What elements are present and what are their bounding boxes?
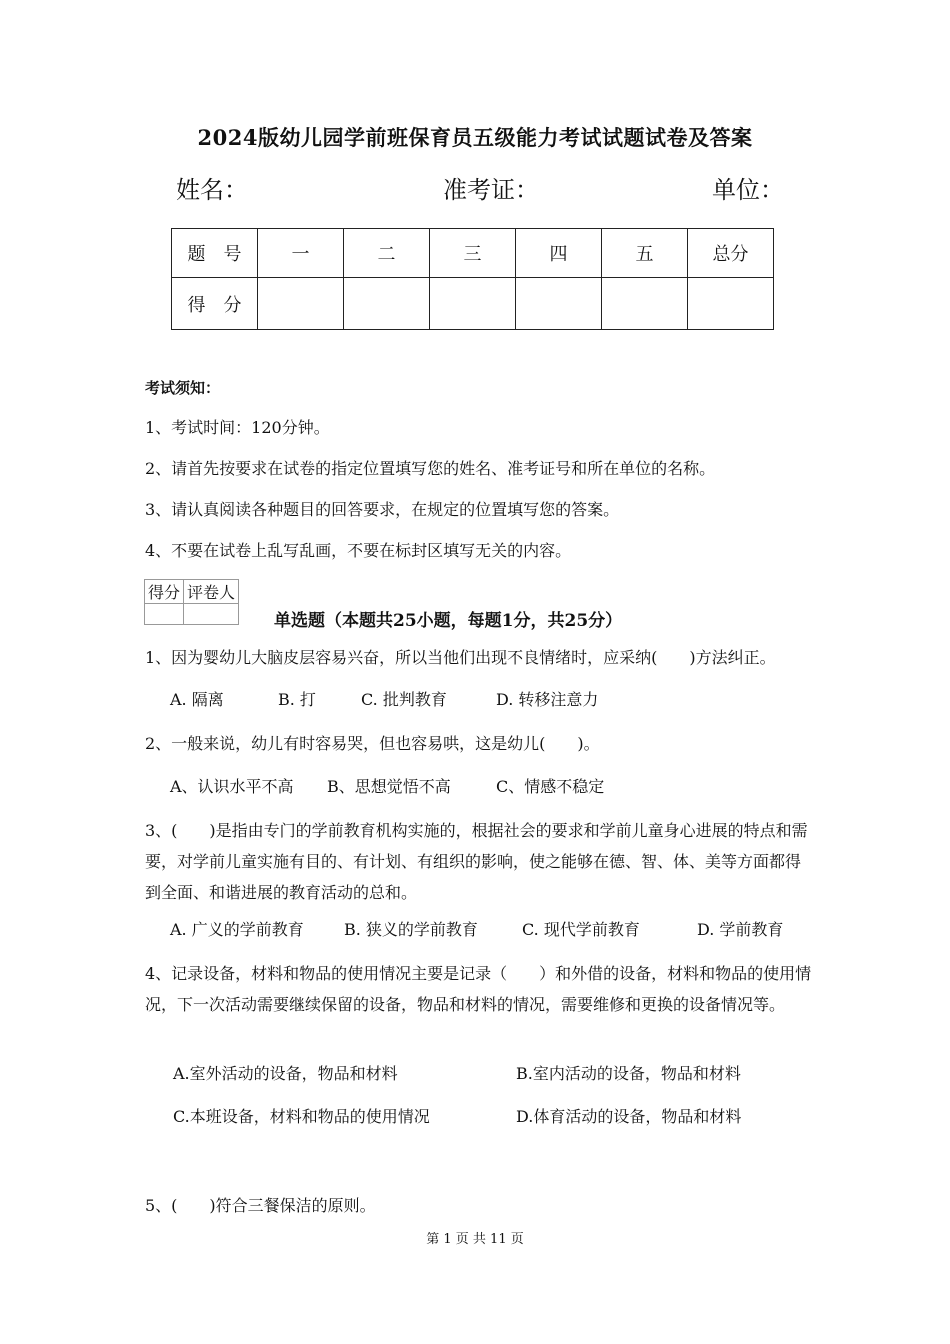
option-a[interactable]: A、认识水平不高: [170, 777, 294, 796]
option-a[interactable]: A. 广义的学前教育: [170, 920, 304, 939]
grader-reviewer-label: 评卷人: [184, 580, 239, 604]
score-table-header-row: [172, 229, 774, 278]
grader-score-cell[interactable]: [145, 604, 184, 625]
option-b[interactable]: B.室内活动的设备，物品和材料: [516, 1064, 741, 1083]
name-field-label: 姓名：: [176, 176, 248, 204]
question-text: 5、( )符合三餐保洁的原则。: [145, 1196, 376, 1215]
score-cell[interactable]: [516, 278, 602, 330]
option-d[interactable]: D. 转移注意力: [496, 690, 599, 709]
score-header-cell: 题 号: [172, 229, 258, 278]
notice-item: 1、考试时间：120分钟。: [145, 418, 330, 437]
notice-heading: 考试须知：: [145, 379, 221, 397]
option-d[interactable]: D. 学前教育: [697, 920, 784, 939]
question-text: 4、记录设备，材料和物品的使用情况主要是记录（ ）和外借的设备，材料和物品的使用情况，下一次活动需要继续保留的设备，物品和材料的情况，需要维修和更换的设备情况等。: [145, 964, 812, 1014]
score-header-cell: 总分: [688, 229, 774, 278]
question-text: 2、一般来说，幼儿有时容易哭，但也容易哄，这是幼儿( )。: [145, 734, 600, 753]
option-c[interactable]: C、情感不稳定: [496, 777, 605, 796]
score-header-cell: 五: [602, 229, 688, 278]
score-cell[interactable]: [688, 278, 774, 330]
option-c[interactable]: C. 现代学前教育: [522, 920, 640, 939]
score-table-score-row: [172, 278, 774, 330]
unit-field-label: 单位：: [712, 176, 784, 204]
option-b[interactable]: B. 狭义的学前教育: [344, 920, 478, 939]
score-header-cell: 三: [430, 229, 516, 278]
score-header-cell: 一: [258, 229, 344, 278]
option-c[interactable]: C.本班设备，材料和物品的使用情况: [173, 1107, 430, 1126]
notice-item: 4、不要在试卷上乱写乱画，不要在标封区填写无关的内容。: [145, 541, 572, 560]
ticket-field-label: 准考证：: [443, 176, 539, 204]
question-text: 1、因为婴幼儿大脑皮层容易兴奋，所以当他们出现不良情绪时，应采纳( )方法纠正。: [145, 648, 776, 667]
score-cell[interactable]: [602, 278, 688, 330]
page-footer: 第 1 页 共 11 页: [426, 1232, 524, 1247]
score-header-cell: 四: [516, 229, 602, 278]
score-cell[interactable]: [344, 278, 430, 330]
option-b[interactable]: B、思想觉悟不高: [327, 777, 451, 796]
option-c[interactable]: C. 批判教育: [361, 690, 447, 709]
score-cell[interactable]: [430, 278, 516, 330]
score-row-label: 得 分: [172, 278, 258, 330]
option-a[interactable]: A. 隔离: [170, 690, 224, 709]
notice-item: 2、请首先按要求在试卷的指定位置填写您的姓名、准考证号和所在单位的名称。: [145, 459, 716, 478]
score-cell[interactable]: [258, 278, 344, 330]
option-b[interactable]: B. 打: [278, 690, 316, 709]
score-table: [171, 228, 774, 330]
notice-item: 3、请认真阅读各种题目的回答要求，在规定的位置填写您的答案。: [145, 500, 620, 519]
grader-table: [144, 579, 239, 625]
grader-reviewer-cell[interactable]: [184, 604, 239, 625]
score-header-cell: 二: [344, 229, 430, 278]
option-a[interactable]: A.室外活动的设备，物品和材料: [173, 1064, 398, 1083]
question-text: 3、( )是指由专门的学前教育机构实施的，根据社会的要求和学前儿童身心进展的特点和需要，对学前儿童实施有目的、有计划、有组织的影响，使之能够在德、智、体、美等方面都得到全面、和谐进展的教育活动的总和。: [145, 821, 808, 902]
option-d[interactable]: D.体育活动的设备，物品和材料: [516, 1107, 742, 1126]
grader-score-label: 得分: [145, 580, 184, 604]
page-title: 2024版幼儿园学前班保育员五级能力考试试题试卷及答案: [197, 125, 753, 150]
section-title: 单选题（本题共25小题，每题1分，共25分）: [274, 611, 623, 631]
